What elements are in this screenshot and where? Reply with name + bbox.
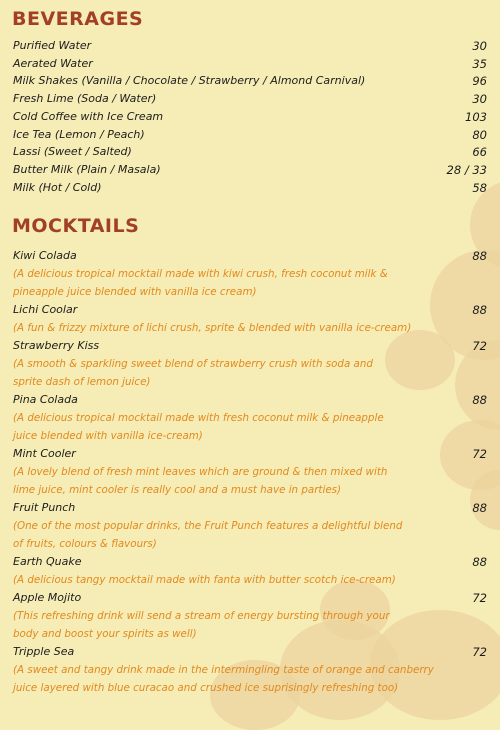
item-price: 88 [472,303,487,317]
item-price: 30 [472,39,487,53]
item-price: 28 / 33 [446,162,487,177]
menu-item [13,55,487,73]
menu-item [13,37,487,55]
item-description: juice layered with blue curacao and crushed ice suprisingly refreshing too) [13,682,399,694]
item-name: Ice Tea (Lemon / Peach) [13,127,145,141]
item-name: Strawberry Kiss [13,339,100,352]
item-description: (A lovely blend of fresh mint leaves which are ground & then mixed with [13,466,388,478]
item-name: Tripple Sea [13,645,75,658]
item-description: sprite dash of lemon juice) [13,376,151,388]
item-description: juice blended with vanilla ice-cream) [13,430,203,442]
item-name: Butter Milk (Plain / Masala) [13,162,161,176]
menu-item [13,143,487,161]
item-description: pineapple juice blended with vanilla ice cream) [13,286,257,298]
menu-item [13,391,487,409]
item-price: 96 [472,74,487,89]
item-price: 80 [472,127,487,142]
item-description: (One of the most popular drinks, the Fruit Punch features a delightful blend [13,520,403,532]
item-price: 88 [472,501,487,515]
menu-item [13,589,487,607]
item-price: 58 [472,180,487,195]
menu-item [13,499,487,517]
item-description: body and boost your spirits as well) [13,628,197,640]
menu-item [13,179,487,197]
item-name: Lichi Coolar [13,303,78,316]
item-price: 103 [465,109,487,124]
item-name: Apple Mojito [13,591,82,604]
item-name: Mint Cooler [13,447,76,460]
beverages-heading: BEVERAGES [12,8,144,30]
item-name: Purified Water [13,39,92,52]
menu-item [13,126,487,144]
item-name: Kiwi Colada [13,249,77,262]
item-price: 30 [472,92,487,107]
item-description: (A delicious tropical mocktail made with fresh coconut milk & pineapple [13,412,384,424]
item-name: Fresh Lime (Soda / Water) [13,92,157,106]
menu-item [13,337,487,355]
menu-item [13,301,487,319]
menu-item [13,161,487,179]
item-price: 66 [472,145,487,160]
item-price: 72 [472,591,487,605]
item-price: 35 [472,56,487,71]
item-description: (A smooth & sparkling sweet blend of strawberry crush with soda and [13,358,373,370]
item-price: 88 [472,555,487,569]
item-price: 72 [472,339,487,353]
item-price: 72 [472,645,487,659]
item-price: 88 [472,393,487,407]
item-description: of fruits, colours & flavours) [13,538,157,550]
item-name: Milk Shakes (Vanilla / Chocolate / Strawberry / Almond Carnival) [13,74,366,88]
item-name: Milk (Hot / Cold) [13,180,102,194]
item-name: Lassi (Sweet / Salted) [13,145,132,159]
menu-item [13,108,487,126]
item-name: Earth Quake [13,555,82,568]
item-description: lime juice, mint cooler is really cool and a must have in parties) [13,484,342,496]
item-description: (A sweet and tangy drink made in the intermingling taste of orange and canberry [13,664,434,676]
item-name: Fruit Punch [13,501,76,514]
menu-item [13,90,487,108]
item-name: Pina Colada [13,393,78,406]
mocktails-heading: MOCKTAILS [12,215,140,237]
menu-item [13,553,487,571]
item-price: 72 [472,447,487,461]
item-name: Cold Coffee with Ice Cream [13,109,164,123]
item-name: Aerated Water [13,56,93,70]
menu-item [13,72,487,90]
menu-item [13,247,487,265]
item-description: (This refreshing drink will send a stream of energy bursting through your [13,610,390,622]
item-description: (A fun & frizzy mixture of lichi crush, sprite & blended with vanilla ice-cream) [13,322,412,334]
item-description: (A delicious tangy mocktail made with fanta with butter scotch ice-cream) [13,574,396,586]
item-description: (A delicious tropical mocktail made with kiwi crush, fresh coconut milk & [13,268,388,280]
menu-item [13,445,487,463]
menu-item [13,643,487,661]
item-price: 88 [472,249,487,263]
